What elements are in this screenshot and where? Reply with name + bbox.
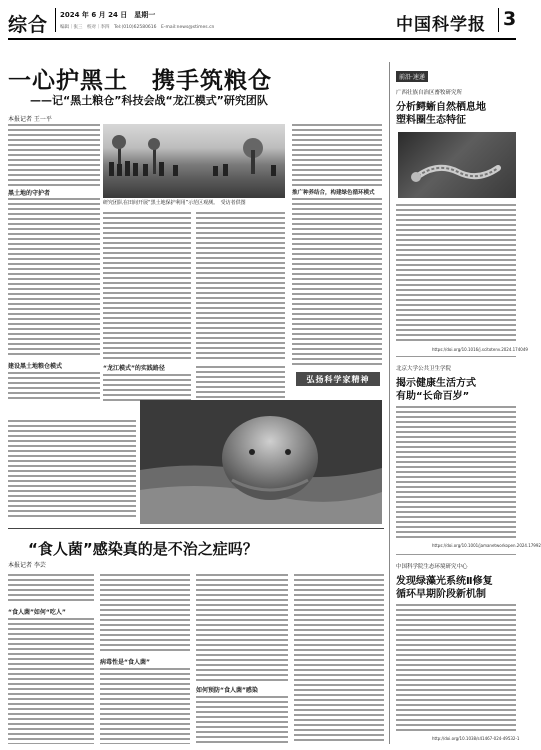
lead-text-col2: [103, 212, 191, 360]
lead-byline: 本报记者 王一平: [8, 116, 52, 123]
lead-subhead-3: “龙江模式”的实践路径: [103, 365, 165, 372]
brief1-title-line2: 塑料圈生态特征: [396, 115, 466, 126]
feature-subhead-2: 病毒性是“食人菌”: [100, 659, 150, 666]
brief2-title-line1: 揭示健康生活方式: [396, 378, 476, 389]
brief2-text: [396, 406, 516, 540]
lead-text-col4a: [292, 124, 382, 186]
lead-text-col2b: [103, 374, 191, 402]
lead-text-col1d: [8, 420, 136, 520]
lead-subtitle: ——记“黑土粮仓”科技会战“龙江模式”研究团队: [30, 94, 268, 107]
header-underline: [8, 38, 516, 40]
brief1-link[interactable]: https://doi.org/10.1016/j.scitotenv.2024.174049: [432, 347, 528, 352]
right-section-label: [396, 64, 428, 83]
feature-text-col1a: [8, 574, 94, 604]
brief3-title-line1: 发现绿藻光系统Ⅱ修复: [396, 576, 493, 587]
lead-sidebar-subhead: 推广种养结合，构建绿色循环模式: [292, 190, 375, 196]
masthead: 中国科学报: [396, 15, 486, 35]
feature-text-col2a: [100, 574, 190, 654]
brief1-source: 广西壮族自治区畜牧研究所: [396, 90, 463, 96]
feature-byline: 本报记者 李芸: [8, 562, 46, 569]
brief2-divider: [396, 356, 516, 357]
feature-subhead-3: 如何预防“食人菌”感染: [196, 687, 258, 694]
brief1-title-line1: 分析鳄蜥自然栖息地: [396, 102, 486, 113]
feature-headline: “食人菌”感染真的是不治之症吗？: [28, 540, 258, 558]
page-number: 3: [503, 8, 517, 30]
spirit-banner-text: 弘扬科学家精神: [306, 374, 370, 384]
section-name: 综合: [8, 14, 49, 36]
feature-text-col3b: [196, 696, 288, 744]
lead-text-col4b: [292, 198, 382, 368]
brief2-link[interactable]: https://doi.org/10.1001/jamanetworkopen.2024.17992: [432, 543, 541, 548]
brief1-text: [396, 204, 516, 344]
lead-text-col1c: [8, 372, 100, 402]
brief1-photo: [398, 132, 516, 198]
lead-photo: [103, 124, 285, 198]
lead-text-col1a: [8, 124, 100, 186]
feature-text-col3a: [196, 574, 288, 682]
feature-text-col4: [294, 574, 384, 744]
brief3-source: 中国科学院生态环境研究中心: [396, 564, 468, 570]
lead-text-col3: [196, 212, 285, 360]
feature-text-col2b: [100, 668, 190, 744]
dolphin-photo: [140, 400, 382, 524]
feature-text-col1b: [8, 618, 94, 744]
lead-text-col3b: [196, 366, 285, 402]
brief3-divider: [396, 554, 516, 555]
lead-text-col1b: [8, 198, 100, 358]
right-section-label-text: 前沿·速递: [396, 71, 428, 82]
page-header: [0, 0, 524, 40]
header-divider-left: [55, 8, 56, 32]
lead-subhead-2: 建设黑土地粮仓模式: [8, 363, 63, 370]
right-column-divider: [389, 62, 390, 744]
lead-photo-caption: 研究团队在田间开展“黑土地保护利用”示范区观测。 受访者供图: [103, 200, 246, 206]
spirit-banner: [296, 372, 380, 386]
header-divider-right: [498, 8, 499, 32]
brief3-link[interactable]: http://doi.org/10.1038/s41467-024-49532-1: [432, 736, 520, 741]
brief3-title-line2: 循环早期阶段新机制: [396, 589, 486, 600]
lead-headline: 一心护黑土 携手筑粮仓: [8, 68, 272, 94]
feature-divider: [8, 528, 384, 529]
brief3-text: [396, 604, 516, 732]
brief2-source: 北京大学公共卫生学院: [396, 366, 452, 372]
date-line: 2024 年 6 月 24 日 星期一: [60, 11, 156, 19]
contact-line: 编辑｜张三 校对｜李四 Tel:(010)62580616 E-mail:news@stimes.cn: [60, 25, 215, 30]
feature-subhead-1: “食人菌”如何“吃人”: [8, 609, 66, 616]
lead-subhead-1: 黑土地的守护者: [8, 190, 51, 197]
brief2-title-line2: 有助“长命百岁”: [396, 391, 470, 402]
